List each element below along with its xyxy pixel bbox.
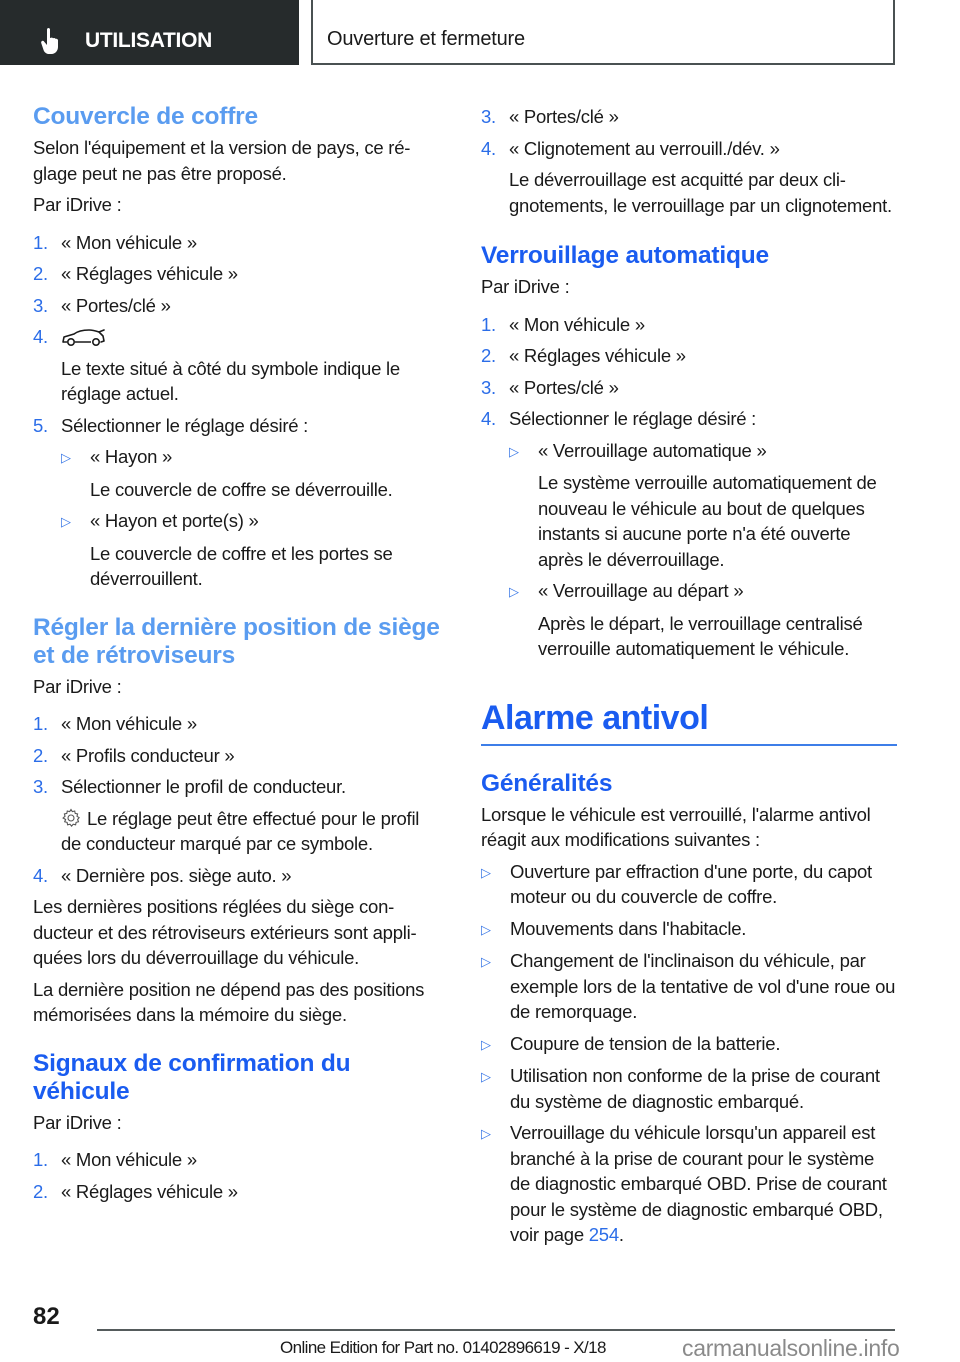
trunk-step-note: Le texte situé à côté du symbole indique le réglage actuel. (61, 357, 400, 404)
left-column (33, 100, 443, 1204)
autolock-step: 3. « Portes/clé » (481, 376, 619, 398)
trunk-step: 1. « Mon véhicule » (33, 231, 197, 253)
trunk-heading: Couvercle de coffre (33, 103, 258, 130)
chapter-tab (0, 0, 299, 65)
trunk-option-desc: Le couvercle de coffre se déverrouille. (90, 478, 393, 500)
signals-continued (481, 104, 897, 218)
heading-divider (481, 744, 897, 746)
trunk-option: ▷ « Hayon » (61, 444, 443, 471)
triangle-bullet-icon: ▷ (509, 584, 519, 599)
alarm-bullet: ▷ Ouverture par effraction d'une porte, du capot moteur ou du couvercle de coffre. (481, 859, 897, 910)
page-link[interactable]: 254 (588, 1224, 619, 1245)
triangle-bullet-icon: ▷ (481, 954, 491, 969)
seat-via: Par iDrive : (33, 675, 122, 697)
triangle-bullet-icon: ▷ (509, 443, 519, 459)
triangle-bullet-icon: ▷ (481, 1126, 491, 1141)
triangle-bullet-icon: ▷ (481, 864, 491, 880)
seat-para: La dernière position ne dépend pas des positions mémorisées dans la mémoire du siège. (33, 978, 425, 1025)
signals-section (33, 1050, 443, 1205)
edition-text: Online Edition for Part no. 01402896619 - X/18 (280, 1338, 606, 1357)
autolock-option: ▷ « Verrouillage automatique » (509, 438, 897, 465)
triangle-bullet-icon: ▷ (61, 514, 71, 529)
trunk-step: 2. « Réglages véhicule » (33, 263, 238, 284)
autolock-option-desc: Après le départ, le verrouillage centralisé verrouille automatiquement le véhicule. (538, 612, 863, 659)
alarm-bullet: ▷ Coupure de tension de la batterie. (481, 1031, 897, 1058)
triangle-bullet-icon: ▷ (481, 921, 491, 937)
seat-step: 1. « Mon véhicule » (33, 713, 197, 734)
signals-step: 3. « Portes/clé » (481, 106, 619, 127)
seat-para: Les dernières positions réglées du siège conducteur et des rétroviseurs extérieurs sont appliquées lors du déverrouillage du véhicule. (33, 896, 417, 968)
autolock-option-desc: Le système verrouille automatiquement de nouveau le véhicule au bout de quelques instants si aucune porte n'a été ouverte après le déverrouillage. (538, 472, 877, 570)
autolock-step: 2. « Réglages véhicule » (481, 345, 686, 366)
alarm-intro: Lorsque le véhicule est verrouillé, l'alarme antivol réagit aux modifications suivantes : (481, 803, 871, 850)
trunk-step: 3. « Portes/clé » (33, 294, 171, 316)
triangle-bullet-icon: ▷ (481, 1069, 491, 1084)
trunk-step: 5. Sélectionner le réglage désiré : (33, 414, 309, 436)
trunk-option-desc: Le couvercle de coffre et les portes se déverrouillent. (90, 542, 393, 589)
alarm-heading: Alarme antivol (481, 698, 709, 737)
section-label: Ouverture et fermeture (327, 28, 525, 50)
alarm-bullet: ▷ Changement de l'inclinaison du véhicule, par exemple lors de la tentative de vol d'une roue ou de remorquage. (481, 948, 897, 1025)
autolock-heading: Verrouillage automatique (481, 242, 769, 269)
hand-pointer-icon (40, 28, 64, 54)
trunk-intro: Selon l'équipement et la version de pays, ce réglage peut ne pas être proposé. (33, 137, 411, 184)
seat-section (33, 614, 443, 1028)
chapter-label: UTILISATION (85, 29, 212, 52)
trunk-option: ▷ « Hayon et porte(s) » (61, 508, 443, 535)
signals-heading: Signaux de confirmation du véhicule (33, 1049, 351, 1105)
alarm-bullet: ▷ Verrouillage du véhicule lorsqu'un appareil est branché à la prise de courant pour le système de diagnostic embarqué OBD. Prise de courant pour le système de diagnostic embarqué OBD, voir page 254. (481, 1120, 897, 1248)
generalities-heading: Généralités (481, 769, 613, 797)
seat-step: 3. Sélectionner le profil de conducteur. (33, 776, 346, 797)
alarm-bullet: ▷ Utilisation non conforme de la prise de courant du système de diagnostic embarqué. (481, 1063, 897, 1114)
signals-via: Par iDrive : (33, 1111, 122, 1133)
gear-icon (61, 808, 81, 828)
autolock-via: Par iDrive : (481, 276, 570, 297)
triangle-bullet-icon: ▷ (481, 1036, 491, 1052)
section-header (311, 0, 895, 65)
seat-heading: Régler la dernière position de siège et de rétroviseurs (33, 613, 440, 669)
signals-step: 2. « Réglages véhicule » (33, 1180, 238, 1202)
watermark: carmanualsonline.info (682, 1335, 900, 1361)
footer-divider (97, 1329, 895, 1331)
autolock-option: ▷ « Verrouillage au départ » (509, 578, 897, 605)
seat-gear-note: Le réglage peut être effectué pour le profil de conducteur marqué par ce symbole. (61, 807, 420, 854)
triangle-bullet-icon: ▷ (61, 450, 71, 465)
autolock-step: 1. « Mon véhicule » (481, 313, 645, 335)
right-column (481, 100, 897, 1248)
trunk-via: Par iDrive : (33, 194, 122, 215)
trunk-step: 4. (33, 324, 443, 350)
car-trunk-open-icon (61, 328, 107, 348)
autolock-section (481, 242, 897, 662)
page-number: 82 (33, 1303, 60, 1330)
seat-step: 4. « Dernière pos. siège auto. » (33, 864, 292, 886)
autolock-step: 4. Sélectionner le réglage désiré : (481, 408, 757, 429)
signals-step: 4. « Clignotement au verrouill./dév. » (481, 137, 780, 159)
seat-step: 2. « Profils conducteur » (33, 744, 235, 766)
signals-note: Le déverrouillage est acquitté par deux clignotements, le verrouillage par un clignotement. (509, 169, 892, 216)
signals-step: 1. « Mon véhicule » (33, 1149, 197, 1170)
trunk-section (33, 103, 443, 592)
alarm-section (481, 698, 897, 1248)
alarm-bullet: ▷ Mouvements dans l'habitacle. (481, 916, 897, 943)
